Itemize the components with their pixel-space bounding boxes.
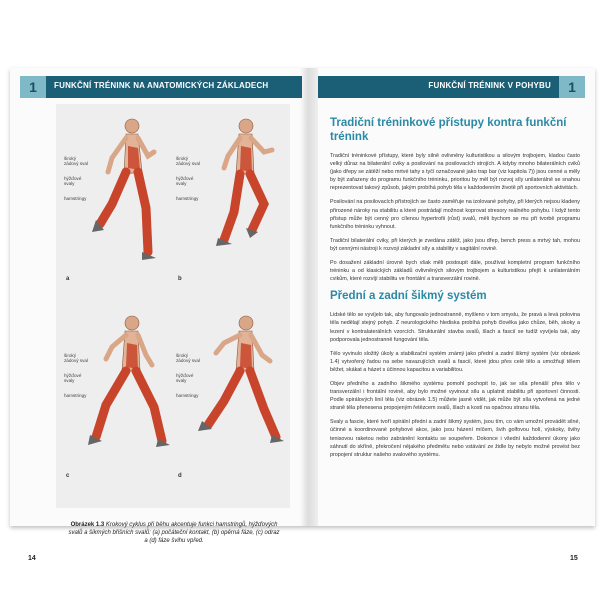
figure-caption: [68, 521, 280, 545]
runner-illustration: [82, 309, 172, 479]
muscle-label: široký zádový sval: [64, 353, 89, 363]
runner-figure-a: [62, 112, 177, 287]
paragraph: Posilování na posilovacích přístrojích se často zaměřuje na izolované pohyby, při kterých nejsou kladeny přirozené nároky na stabilitu a které postrádají možnost koprovat stresory reálného pohybu. I když tento přístup může být cenný pro cílenou hypertrofii (růst) svalů, měli bychom se mu při tvorbě programu funkčního tréninku vyhnout.: [330, 199, 580, 230]
book-spread: [10, 68, 595, 562]
section-heading: Přední a zadní šikmý systém: [330, 290, 487, 303]
right-page: [310, 68, 595, 526]
chapter-number-box: 1: [559, 76, 585, 98]
muscle-label: široký zádový sval: [64, 156, 89, 166]
muscle-label: široký zádový sval: [176, 353, 201, 363]
muscle-label: hýžďové svaly: [64, 176, 82, 186]
paragraph: Po dosažení základní úrovně bych však měli postoupit dále, používat kompletní program funkčního tréninku a od klasických základů ovlivněných silovým trojbojem a kulturistikou přejít k unilaterálním cvikům, které rozvíjí stabilitu ve frontální a transverzální rovině.: [330, 260, 580, 283]
muscle-label: široký zádový sval: [176, 156, 201, 166]
paragraph: Tradiční tréninkové přístupy, které byly silně ovlivněny kulturistikou a silovým trojbojem, kladou často velký důraz na bilaterální cviky a posilování na posilovacích strojích. A kdyby mnoho bilaterálních cviků (jako dřepy se zátěží nebo mrtvé tahy s tyčí označované jako trap bar (viz kapitola 7)) jsou cenné a měly by být zařazeny do programu funkčního tréninku, prioritou by měl být rozvoj síly unilaterálně se snahou reprezentovat takový způsob, jakým probíhá pohyb těla v každodenním životě při sportovních aktivitách.: [330, 153, 580, 192]
muscle-label: hamstringy: [64, 196, 87, 201]
running-header-title: FUNKČNÍ TRÉNINK V POHYBU: [428, 81, 551, 90]
left-page-header: [20, 76, 302, 98]
paragraph: Tělo vyvinulo složitý úkoly a stabilizační systém známý jako přední a zadní šikmý systém (viz obrázek 1.4) vytvořený řadou na sebe navazujících svalů a fascií, které jdou přes celé tělo a umožňují tělem běžet, skákat a házet s účinnou kapacitou a variabilitou.: [330, 350, 580, 373]
muscle-label: hýžďové svaly: [176, 176, 194, 186]
runner-figure-b: [174, 112, 289, 287]
caption-label: Obrázek 1.3: [70, 522, 105, 528]
muscle-label: hamstringy: [176, 196, 199, 201]
runner-figure-c: [62, 309, 177, 484]
page-content: [330, 116, 580, 465]
muscle-label: hamstringy: [176, 393, 199, 398]
running-header-title: FUNKČNÍ TRÉNINK NA ANATOMICKÝCH ZÁKLADECH: [54, 81, 269, 90]
runner-illustration: [194, 112, 284, 282]
figure-letter: c: [66, 473, 70, 479]
paragraph: Svaly a fascie, které tvoří spirální přední a zadní šikmý systém, jsou tím, co vám umožní provádět silné, účinné a koordinované pohybové akce, jako jsou házení míčem, švih golfovou holí, výskoky, švihy tenisovou raketou nebo zabránění kontaktu se soupeřem. Dokonce i všední každodenní úkony jako sáhnutí do skříně, překročení nějakého předmětu nebo vstávání ze židle by nebylo možné provést bez propojení struktur našeho svalového systému.: [330, 419, 580, 458]
page-number: 14: [28, 555, 36, 562]
section-heading: Tradiční tréninkové přístupy kontra funkční trénink: [330, 117, 567, 143]
figure-letter: a: [66, 276, 70, 282]
right-page-header: [318, 76, 585, 98]
muscle-label: hýžďové svaly: [64, 373, 82, 383]
running-illustration: [56, 104, 290, 508]
paragraph: Lidské tělo se vyvíjelo tak, aby fungovalo jednostranně, myšleno v tom smyslu, že pravá a levá polovina těla nedělají stejný pohyb. Z neurologického hlediska probíhá pohyb člověka jako chůze, běh, skoky a lezení v kontralaterálních vzorcích. Strukturální stavba svalů, šlach a fascií se tudíž vyvíjela tak, aby podporovala jednostranně fungování těla.: [330, 312, 580, 343]
runner-illustration: [194, 309, 284, 479]
runner-illustration: [82, 112, 172, 282]
figure-letter: d: [178, 473, 182, 479]
runner-figure-d: [174, 309, 289, 484]
muscle-label: hamstringy: [64, 393, 87, 398]
left-page: [10, 68, 308, 562]
paragraph: Tradiční bilaterální cviky, při kterých je zvedána zátěž, jako jsou dřep, bench press a mrtvý tah, mohou být cennými nástroji k rozvoji základní síly a stability v sagitální rovině.: [330, 237, 580, 252]
paragraph: Objev předního a zadního šikmého systému pomohl pochopit to, jak se síla přenáší přes tělo v transverzální i frontální rovině, aby bylo možné vyvinout sílu a uplatnit stabilitu při sportovní činnosti. Podle spirálových linií těla (viz obrázek 1.5) můžete jasně vidět, jak může být síla vytvořená na jedné straně těla přenesena propojeným řetězcem svalů, šlach a kostí na opačnou stranu těla.: [330, 380, 580, 412]
caption-text: Krokový cyklus při běhu akcentuje funkci hamstringů, hýžďových svalů a šikmých břišních svalů: (a) počáteční kontakt, (b) opěrná fáze, (c) odraz a (d) fáze švihu vpřed.: [68, 522, 280, 544]
page-number: 15: [570, 555, 578, 562]
chapter-number-box: 1: [20, 76, 46, 98]
figure-letter: b: [178, 276, 182, 282]
muscle-label: hýžďové svaly: [176, 373, 194, 383]
